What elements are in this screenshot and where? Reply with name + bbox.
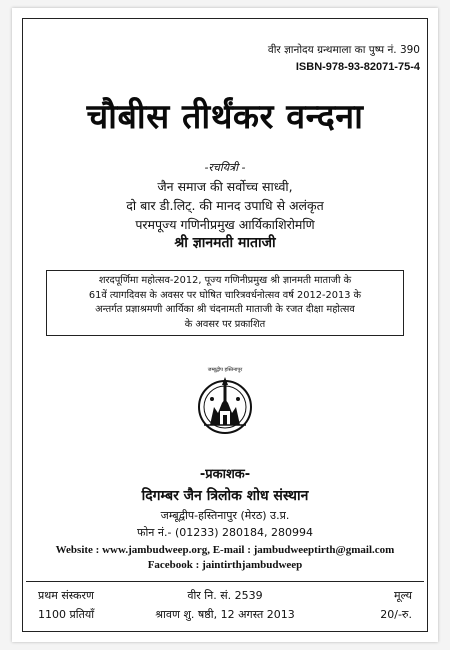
publication-date: श्रावण शु. षष्ठी, 12 अगस्त 2013 — [155, 608, 295, 621]
price-label: मूल्य — [394, 589, 412, 602]
author-line-3: परमपूज्य गणिनीप्रमुख आर्यिकाशिरोमणि — [135, 217, 315, 232]
publisher-label: -प्रकाशक- — [199, 467, 251, 482]
isbn: ISBN-978-93-82071-75-4 — [295, 61, 420, 73]
occasion-box — [46, 270, 404, 336]
publisher-name: दिगम्बर जैन त्रिलोक शोध संस्थान — [141, 488, 309, 504]
website-email-line: Website : www.jambudweep.org, E-mail : jambudweeptirth@gmail.com — [55, 544, 395, 556]
publisher-block — [12, 465, 438, 541]
author-name: श्री ज्ञानमती माताजी — [174, 235, 276, 251]
occasion-line-4: के अवसर पर प्रकाशित — [184, 318, 266, 330]
copies-count: 1100 प्रतियाँ — [38, 608, 95, 621]
occasion-line-1: शरदपूर्णिमा महोत्सव-2012, पूज्य गणिनीप्रमुख श्री ज्ञानमती माताजी के — [98, 275, 352, 286]
series-line: वीर ज्ञानोदय ग्रन्थमाला का पुष्प नं. 390 — [267, 44, 420, 56]
author-line-1: जैन समाज की सर्वोच्च साध्वी, — [157, 179, 293, 194]
author-line-2: दो बार डी.लिट्. की मानद उपाधि से अलंकृत — [126, 198, 324, 213]
book-title: चौबीस तीर्थंकर वन्दना — [86, 97, 364, 137]
vir-nirvan-samvat: वीर नि. सं. 2539 — [187, 589, 263, 602]
date-column — [26, 586, 424, 624]
price-value: 20/-रु. — [380, 608, 412, 621]
logo-top-text: जम्बूद्वीप हस्तिनापुर — [207, 367, 243, 373]
book-page — [12, 8, 438, 642]
publisher-address: जम्बूद्वीप-हस्तिनापुर (मेरठ) उ.प्र. — [160, 509, 290, 522]
facebook-line: Facebook : jaintirthjambudweep — [147, 559, 303, 571]
jambudweep-emblem-icon — [188, 363, 262, 437]
contact-info — [12, 543, 438, 573]
publication-info — [268, 42, 420, 76]
author-block — [12, 158, 438, 253]
edition-label: प्रथम संस्करण — [38, 589, 94, 602]
author-role: -रचयित्री - — [204, 161, 246, 174]
occasion-line-3: अन्तर्गत प्रज्ञाश्रमणी आर्यिका श्री चंदनामती माताजी के रजत दीक्षा महोत्सव — [95, 304, 355, 315]
publisher-phone: फोन नं.- (01233) 280184, 280994 — [136, 526, 314, 539]
price-column — [380, 586, 412, 624]
occasion-line-2: 61वें त्यागदिवस के अवसर पर घोषित चारित्रवर्धनोत्सव वर्ष 2012-2013 के — [88, 289, 362, 301]
footer-divider — [26, 581, 424, 582]
